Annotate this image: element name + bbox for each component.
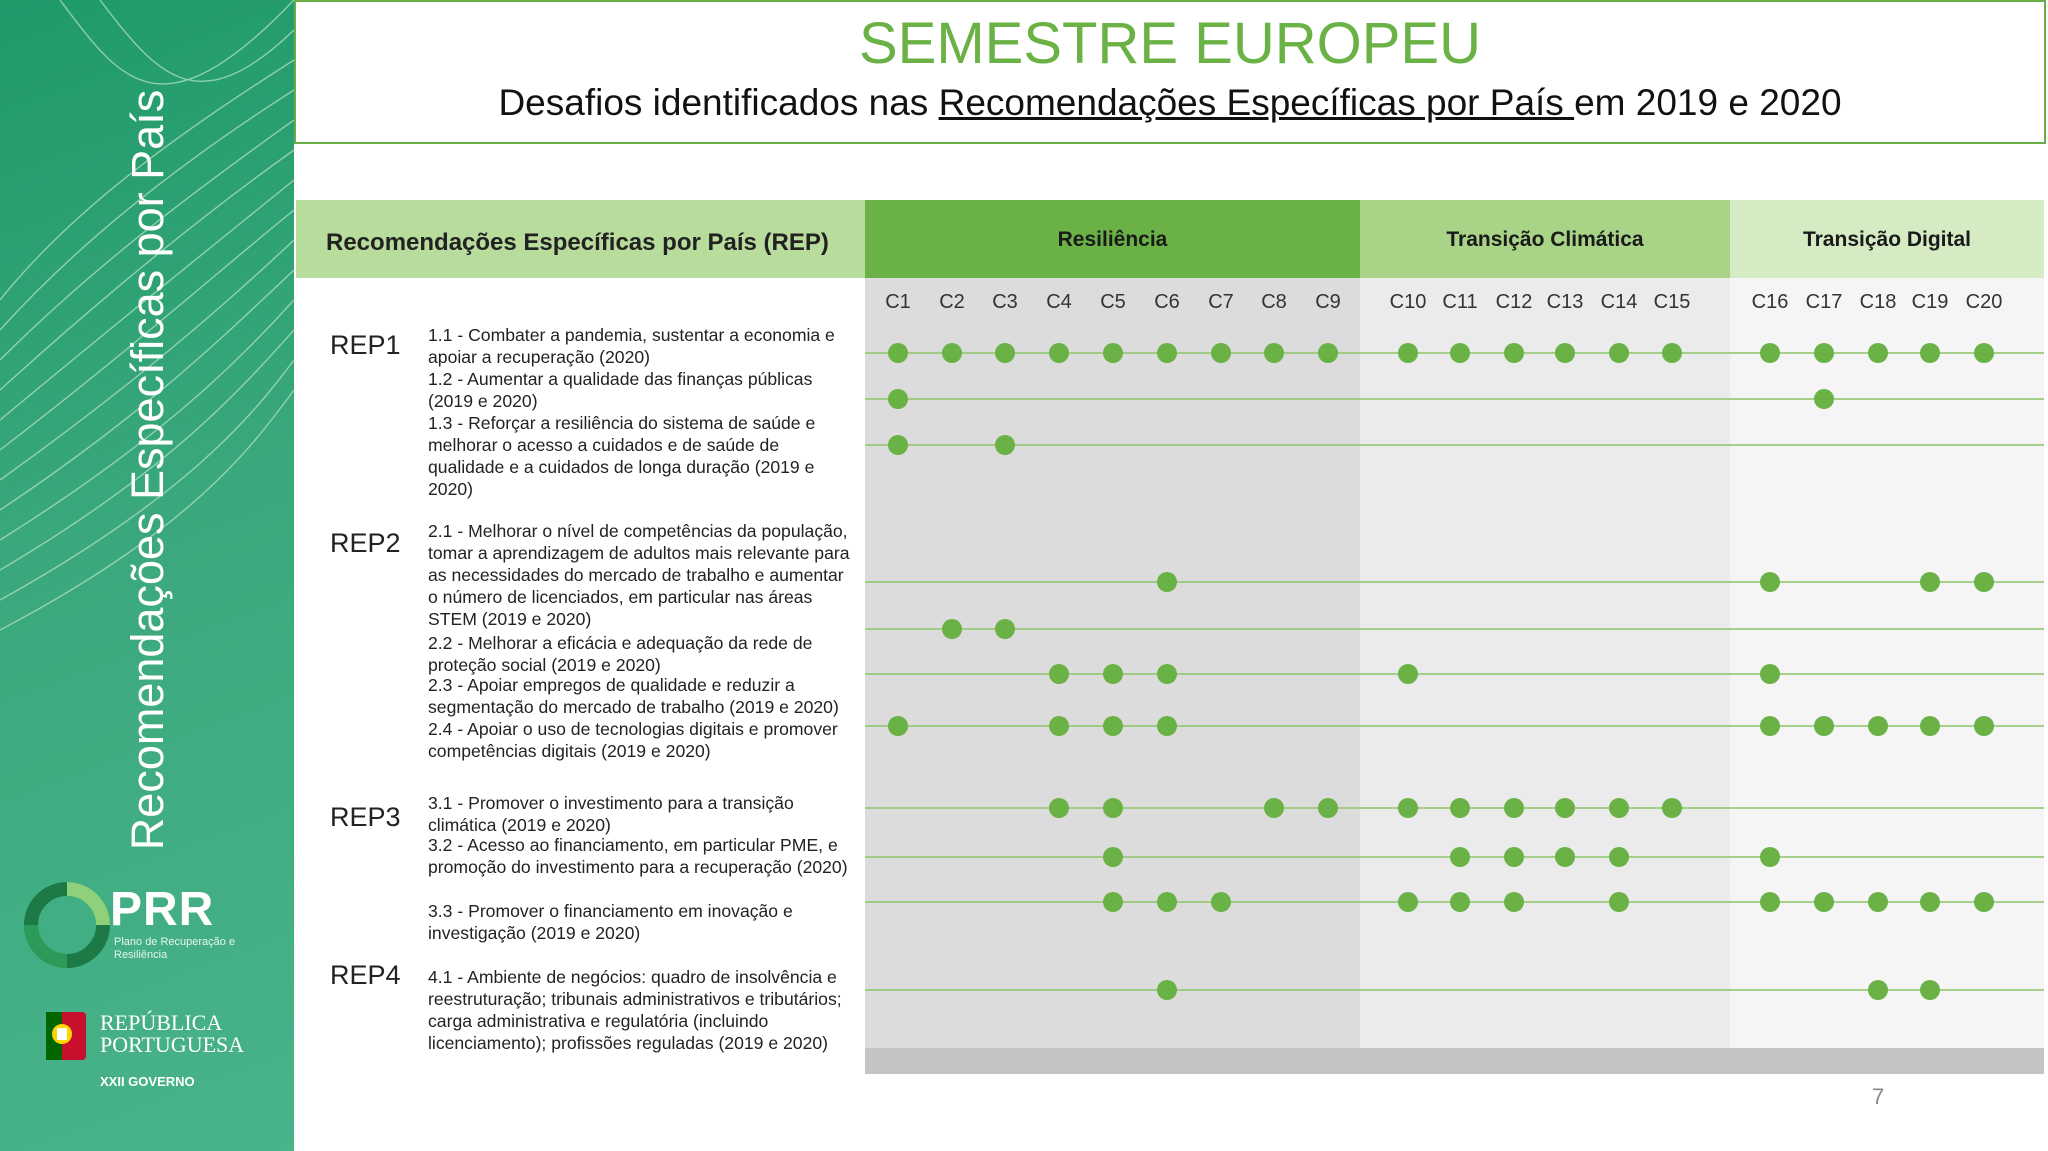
marker-rep2-2-c2 [942,619,962,639]
marker-rep1-1-c17 [1814,343,1834,363]
marker-rep3-2-c11 [1450,847,1470,867]
rep-item-text: 1.1 - Combater a pandemia, sustentar a economia e apoiar a recuperação (2020) [428,325,835,367]
marker-rep3-3-c7 [1211,892,1231,912]
marker-rep3-3-c20 [1974,892,1994,912]
marker-rep1-2-c1 [888,389,908,409]
marker-rep3-1-c14 [1609,798,1629,818]
column-label-c12: C12 [1495,291,1533,313]
rep-label-rep1: REP1 [330,330,401,360]
column-label-c9: C9 [1315,291,1341,313]
marker-rep3-1-c9 [1318,798,1338,818]
marker-rep3-3-c14 [1609,892,1629,912]
marker-rep3-3-c6 [1157,892,1177,912]
marker-rep2-1-c16 [1760,572,1780,592]
column-label-c8: C8 [1261,291,1287,313]
marker-rep3-3-c12 [1504,892,1524,912]
marker-rep1-1-c1 [888,343,908,363]
column-label-c15: C15 [1653,291,1691,313]
marker-rep2-4-c18 [1868,716,1888,736]
rep-item-text: 3.2 - Acesso ao financiamento, em particular PME, e promoção do investimento para a recuperação (2020) [428,835,848,877]
marker-rep3-1-c12 [1504,798,1524,818]
marker-rep2-2-c3 [995,619,1015,639]
marker-rep2-1-c19 [1920,572,1940,592]
marker-rep2-3-c10 [1398,664,1418,684]
republic-line-1: REPÚBLICA [100,1010,223,1035]
column-label-c19: C19 [1911,291,1949,313]
marker-rep1-1-c18 [1868,343,1888,363]
marker-rep2-4-c4 [1049,716,1069,736]
marker-rep2-3-c4 [1049,664,1069,684]
column-label-c14: C14 [1600,291,1638,313]
rep-item-text: 4.1 - Ambiente de negócios: quadro de insolvência e reestruturação; tribunais administrativos e tributários; carga administrativa e regulatória (incluindo licenciamento); profissões reguladas (2019 e 2020) [428,967,842,1053]
subtitle-prefix: Desafios identificados nas [498,82,939,123]
page-number: 7 [1872,1084,1885,1109]
marker-rep1-1-c12 [1504,343,1524,363]
marker-rep1-1-c5 [1103,343,1123,363]
column-label-c13: C13 [1546,291,1584,313]
marker-rep2-1-c20 [1974,572,1994,592]
marker-rep3-1-c10 [1398,798,1418,818]
group-header-label: Resiliência [1057,228,1168,251]
republic-line-2: PORTUGUESA [100,1032,245,1057]
rep-label-rep3: REP3 [330,802,401,832]
column-label-c17: C17 [1805,291,1843,313]
marker-rep3-3-c5 [1103,892,1123,912]
marker-rep4-1-c18 [1868,980,1888,1000]
marker-rep2-4-c1 [888,716,908,736]
rep-label-rep2: REP2 [330,528,401,558]
marker-rep1-1-c7 [1211,343,1231,363]
rep-item-text: 3.3 - Promover o financiamento em inovação e investigação (2019 e 2020) [428,901,793,943]
rep-header-label: Recomendações Específicas por País (REP) [326,229,829,256]
marker-rep1-1-c15 [1662,343,1682,363]
marker-rep1-1-c10 [1398,343,1418,363]
marker-rep1-1-c4 [1049,343,1069,363]
marker-rep3-1-c5 [1103,798,1123,818]
column-label-c4: C4 [1046,291,1072,313]
marker-rep3-2-c5 [1103,847,1123,867]
marker-rep1-3-c1 [888,435,908,455]
rep-item-text: 1.2 - Aumentar a qualidade das finanças públicas (2019 e 2020) [428,369,813,411]
marker-rep3-2-c14 [1609,847,1629,867]
marker-rep2-4-c6 [1157,716,1177,736]
marker-rep3-3-c10 [1398,892,1418,912]
page-title: SEMESTRE EUROPEU [859,11,1481,76]
marker-rep1-1-c6 [1157,343,1177,363]
column-label-c7: C7 [1208,291,1234,313]
marker-rep4-1-c6 [1157,980,1177,1000]
marker-rep2-4-c5 [1103,716,1123,736]
table-footer-bar [865,1048,2044,1074]
marker-rep2-3-c6 [1157,664,1177,684]
column-label-c11: C11 [1442,291,1478,313]
prr-logo-text: PRR [110,883,215,936]
column-label-c6: C6 [1154,291,1180,313]
marker-rep3-3-c18 [1868,892,1888,912]
marker-rep3-3-c16 [1760,892,1780,912]
subtitle-link: Recomendações Específicas por País [938,82,1575,123]
column-label-c5: C5 [1100,291,1126,313]
marker-rep1-1-c14 [1609,343,1629,363]
rep-item-text: 3.1 - Promover o investimento para a transição climática (2019 e 2020) [428,793,794,835]
marker-rep1-3-c3 [995,435,1015,455]
marker-rep1-1-c8 [1264,343,1284,363]
group-header-label: Transição Digital [1802,228,1972,251]
column-label-c20: C20 [1965,291,2003,313]
marker-rep3-3-c11 [1450,892,1470,912]
marker-rep1-2-c17 [1814,389,1834,409]
marker-rep1-1-c2 [942,343,962,363]
rep-item-text: 2.1 - Melhorar o nível de competências da população, tomar a aprendizagem de adultos mais relevante para as necessidades do mercado de trabalho e aumentar o número de licenciados, em particular nas áreas STEM (2019 e 2020) [428,521,850,629]
prr-subtitle: Plano de Recuperação e Resiliência [114,936,236,961]
marker-rep2-1-c6 [1157,572,1177,592]
marker-rep3-1-c4 [1049,798,1069,818]
marker-rep1-1-c19 [1920,343,1940,363]
marker-rep3-1-c13 [1555,798,1575,818]
rep-item-text: 1.3 - Reforçar a resiliência do sistema de saúde e melhorar o acesso a cuidados e de saúde de qualidade e a cuidados de longa duração (2019 e 2020) [428,413,816,499]
rep-item-text: 2.4 - Apoiar o uso de tecnologias digitais e promover competências digitais (2019 e 2020) [428,719,838,761]
marker-rep2-3-c16 [1760,664,1780,684]
marker-rep3-2-c13 [1555,847,1575,867]
marker-rep2-4-c20 [1974,716,1994,736]
sidebar-vertical-title: Recomendações Específicas por País [122,89,173,851]
government-label: XXII GOVERNO [100,1074,195,1089]
marker-rep3-2-c16 [1760,847,1780,867]
column-label-c18: C18 [1859,291,1897,313]
column-label-c1: C1 [885,291,911,313]
column-label-c16: C16 [1751,291,1789,313]
rep-item-text: 2.2 - Melhorar a eficácia e adequação da rede de proteção social (2019 e 2020) [428,633,813,675]
marker-rep4-1-c19 [1920,980,1940,1000]
marker-rep3-1-c11 [1450,798,1470,818]
marker-rep3-1-c8 [1264,798,1284,818]
marker-rep1-1-c3 [995,343,1015,363]
rep-label-rep4: REP4 [330,960,401,990]
subtitle-suffix: em 2019 e 2020 [1574,82,1842,123]
column-label-c3: C3 [992,291,1018,313]
marker-rep3-3-c19 [1920,892,1940,912]
marker-rep1-1-c11 [1450,343,1470,363]
rep-item-text: 2.3 - Apoiar empregos de qualidade e reduzir a segmentação do mercado de trabalho (2019 e 2020) [428,675,839,717]
marker-rep3-2-c12 [1504,847,1524,867]
group-header-label: Transição Climática [1446,228,1644,251]
marker-rep1-1-c16 [1760,343,1780,363]
marker-rep3-3-c17 [1814,892,1834,912]
marker-rep2-4-c17 [1814,716,1834,736]
marker-rep1-1-c13 [1555,343,1575,363]
marker-rep2-4-c19 [1920,716,1940,736]
marker-rep3-1-c15 [1662,798,1682,818]
marker-rep1-1-c9 [1318,343,1338,363]
column-label-c10: C10 [1389,291,1427,313]
marker-rep2-3-c5 [1103,664,1123,684]
marker-rep2-4-c16 [1760,716,1780,736]
column-label-c2: C2 [939,291,965,313]
marker-rep1-1-c20 [1974,343,1994,363]
